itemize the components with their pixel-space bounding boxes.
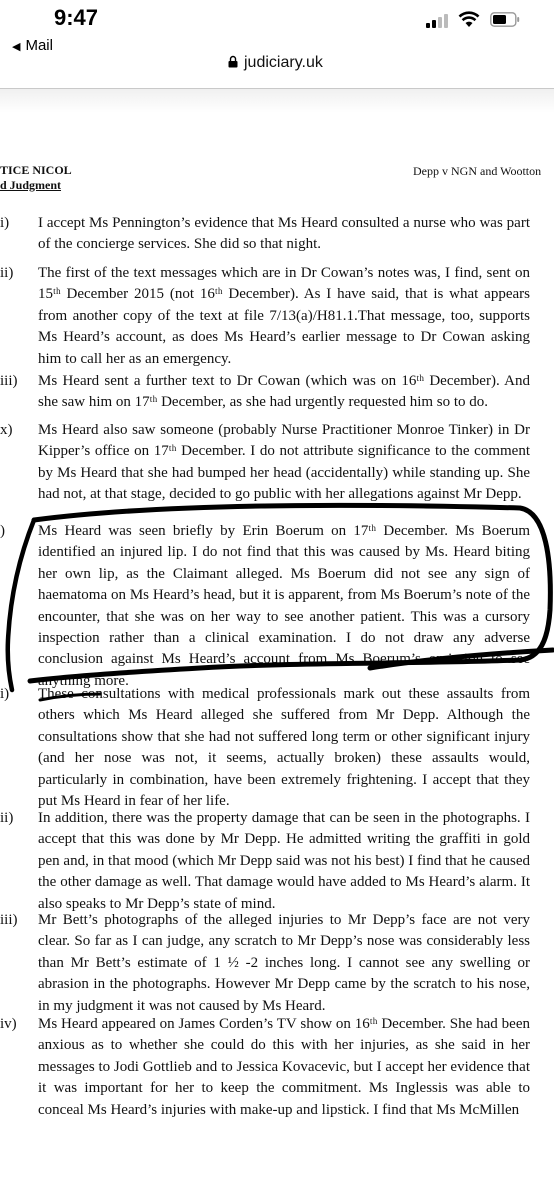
paragraph-number: ii) [0, 265, 14, 281]
clock-time: 9:47 [54, 5, 99, 30]
page-top-shade [0, 89, 554, 113]
back-label: Mail [25, 37, 53, 54]
paragraph-text: Ms Heard sent a further text to Dr Cowan (which was on 16ᵗʰ December). And she saw him on 17ᵗʰ December, as she had urgently requested him so to do. [38, 373, 530, 411]
paragraph-text: Ms Heard was seen briefly by Erin Boerum on 17ᵗʰ December. Ms Boerum identified an injured lip. I do not find that this was caused by Ms. Heard biting her own lip, as the Claimant alleged. Ms Boerum did not see any sign of haematoma on Ms Heard’s head, but it is apparent, from Ms Boerum’s note of the encounter, that she was on her way to see another patient. This was a cursory inspection rather than a clinical examination. I do not draw any adverse conclusion against Ms Heard’s account from Ms Boerum’s omission to see anything more. [38, 523, 530, 689]
paragraph-text: Mr Bett’s photographs of the alleged injuries to Mr Depp’s face are not very clear. So far as I can judge, any scratch to Mr Depp’s nose was considerably less than Mr Bett’s estimate of 1 ½ -2 inches long. I cannot see any swelling or abrasion in the photographs. However Mr Depp came by the scratch to his nose, in my judgment it was not caused by Ms Heard. [38, 912, 530, 1014]
paragraph-text: Ms Heard appeared on James Corden’s TV show on 16ᵗʰ December. She had been anxious as to whether she could do this with her injuries, as she said in her messages to Jodi Gottlieb and to Jessica Kovacevic, but I accept her evidence that it was important for her to keep the commitment. Ms Inglessis was able to conceal Ms Heard’s injuries with make-up and lipstick. I find that Ms McMillen [38, 1016, 530, 1118]
url-text: judiciary.uk [244, 54, 323, 71]
paragraph-text: Ms Heard also saw someone (probably Nurse Practitioner Monroe Tinker) in Dr Kipper’s office on 17ᵗʰ December. I do not attribute significance to the comment by Ms Heard that she had bumped her head (accidentally) while standing up. She had not, at that stage, decided to go public with her allegations against Mr Depp. [38, 422, 530, 503]
paragraph-number: x) [0, 422, 13, 438]
paragraph-number: iii) [0, 912, 18, 928]
url-display[interactable] [228, 54, 323, 72]
wifi-icon [458, 10, 480, 28]
paragraph-number: ) [0, 523, 5, 539]
paragraph-number: i) [0, 215, 10, 231]
status-bar [0, 0, 554, 34]
battery-icon [490, 12, 520, 27]
judge-header [0, 163, 72, 193]
paragraph-number: i) [0, 686, 10, 702]
paragraph-number: iii) [0, 373, 18, 389]
paragraph-text: In addition, there was the property damage that can be seen in the photographs. I accept that this was done by Mr Depp. He admitted writing the graffiti in gold pen and, in that mood (which Mr Depp said was not his best) I find that he caused the other damage as well. That damage would have added to Ms Heard’s alarm. It also speaks to Mr Depp’s state of mind. [38, 810, 530, 912]
paragraph-number: iv) [0, 1016, 17, 1032]
cellular-signal-icon [426, 12, 452, 28]
judgment-label: d Judgment [0, 178, 62, 192]
paragraph-text: The first of the text messages which are in Dr Cowan’s notes was, I find, sent on 15ᵗʰ December 2015 (not 16ᵗʰ December). As I have said, that is what appears from another copy of the text at file 7/13(a)/H81.1.That message, too, supports Ms Heard’s account, as does Ms Heard’s earlier message to Dr Cowan asking him to call her as an emergency. [38, 265, 530, 367]
paragraph-text: I accept Ms Pennington’s evidence that Ms Heard consulted a nurse who was part of the concierge services. She did so that night. [38, 215, 530, 253]
paragraph-text: These consultations with medical professionals mark out these assaults from others which Ms Heard alleged she suffered from Mr Depp. Although the consultations show that she had not suffered long term or other significant injury (and her nose was not, it seems, actually broken) these assaults would, particularly in combination, have been extremely frightening. I accept that they put Ms Heard in fear of her life. [38, 686, 530, 810]
lock-icon [228, 55, 238, 68]
back-arrow-icon: ◀ [12, 41, 21, 53]
judge-name: TICE NICOL [0, 163, 72, 177]
case-title: Depp v NGN and Wootton [413, 164, 542, 178]
paragraph-number: ii) [0, 810, 14, 826]
